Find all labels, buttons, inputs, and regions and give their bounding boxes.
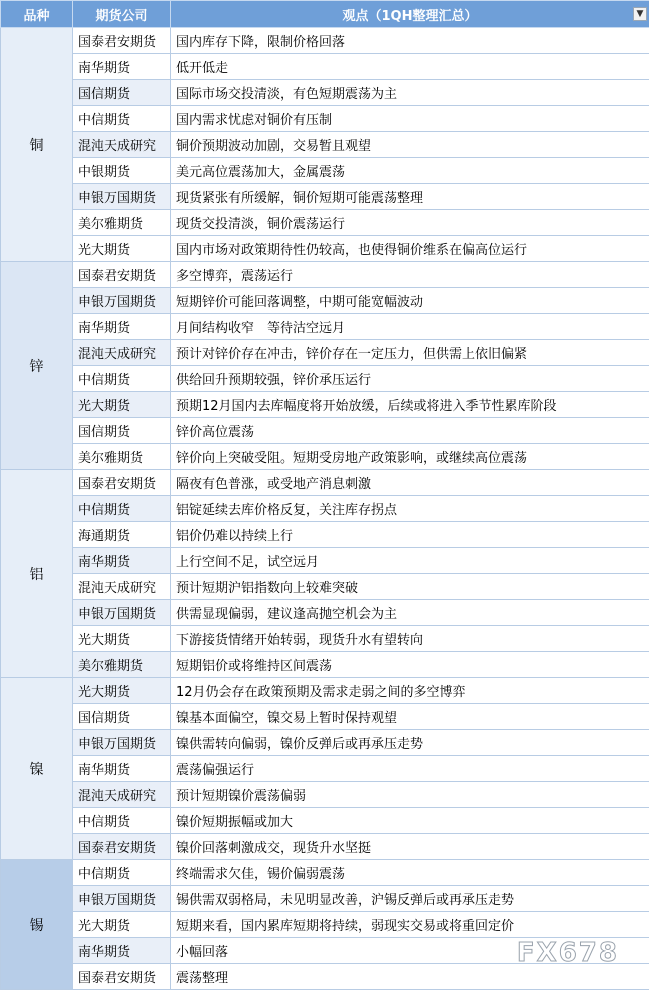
table-row	[1, 366, 649, 392]
table-row	[1, 652, 649, 678]
view-cell: 月间结构收窄 等待沽空远月	[171, 314, 649, 340]
table-row	[1, 288, 649, 314]
header-row	[1, 1, 649, 28]
table-row	[1, 184, 649, 210]
view-cell: 上行空间不足，试空远月	[171, 548, 649, 574]
table-row	[1, 444, 649, 470]
table-row	[1, 158, 649, 184]
view-cell: 国际市场交投清淡，有色短期震荡为主	[171, 80, 649, 106]
view-cell: 现货交投清淡，铜价震荡运行	[171, 210, 649, 236]
table-row	[1, 210, 649, 236]
table-row	[1, 340, 649, 366]
view-cell: 短期来看，国内累库短期将持续，弱现实交易或将重回定价	[171, 912, 649, 938]
company-cell: 国泰君安期货	[73, 262, 171, 288]
table-row	[1, 106, 649, 132]
table-row	[1, 756, 649, 782]
table-row	[1, 548, 649, 574]
company-cell: 国信期货	[73, 80, 171, 106]
header-variety: 品种	[1, 1, 73, 28]
fx678-watermark: FX678	[516, 938, 619, 968]
view-cell: 震荡偏强运行	[171, 756, 649, 782]
view-cell: 预计短期镍价震荡偏弱	[171, 782, 649, 808]
company-cell: 国泰君安期货	[73, 964, 171, 990]
company-cell: 美尔雅期货	[73, 444, 171, 470]
company-cell: 中信期货	[73, 496, 171, 522]
table-row	[1, 392, 649, 418]
company-cell: 南华期货	[73, 54, 171, 80]
view-cell: 预计短期沪铝指数向上较难突破	[171, 574, 649, 600]
view-cell: 预计对锌价存在冲击，锌价存在一定压力，但供需上依旧偏紧	[171, 340, 649, 366]
view-cell: 现货紧张有所缓解，铜价短期可能震荡整理	[171, 184, 649, 210]
company-cell: 中信期货	[73, 808, 171, 834]
table-row	[1, 418, 649, 444]
table-row	[1, 782, 649, 808]
company-cell: 光大期货	[73, 236, 171, 262]
view-cell: 小幅回落	[171, 938, 649, 964]
company-cell: 国泰君安期货	[73, 28, 171, 54]
view-cell: 锡供需双弱格局，未见明显改善，沪锡反弹后或再承压走势	[171, 886, 649, 912]
variety-cell: 锌	[1, 262, 73, 470]
company-cell: 申银万国期货	[73, 288, 171, 314]
company-cell: 光大期货	[73, 912, 171, 938]
table-row	[1, 626, 649, 652]
company-cell: 中信期货	[73, 860, 171, 886]
table-row	[1, 834, 649, 860]
variety-cell: 铝	[1, 470, 73, 678]
company-cell: 美尔雅期货	[73, 210, 171, 236]
table-row	[1, 132, 649, 158]
table-row	[1, 860, 649, 886]
view-cell: 供需显现偏弱，建议逢高抛空机会为主	[171, 600, 649, 626]
view-cell: 国内市场对政策期待性仍较高，也使得铜价维系在偏高位运行	[171, 236, 649, 262]
variety-cell: 铜	[1, 28, 73, 262]
company-cell: 国泰君安期货	[73, 470, 171, 496]
company-cell: 申银万国期货	[73, 600, 171, 626]
header-company: 期货公司	[73, 1, 171, 28]
company-cell: 中信期货	[73, 366, 171, 392]
company-cell: 南华期货	[73, 756, 171, 782]
table-row	[1, 236, 649, 262]
view-cell: 多空博弈，震荡运行	[171, 262, 649, 288]
table-row	[1, 678, 649, 704]
view-cell: 终端需求欠佳，锡价偏弱震荡	[171, 860, 649, 886]
table-row	[1, 600, 649, 626]
view-cell: 美元高位震荡加大，金属震荡	[171, 158, 649, 184]
company-cell: 混沌天成研究	[73, 782, 171, 808]
table-row	[1, 54, 649, 80]
view-cell: 镍基本面偏空，镍交易上暂时保持观望	[171, 704, 649, 730]
table-row	[1, 912, 649, 938]
header-view	[171, 1, 649, 28]
view-cell: 锌价高位震荡	[171, 418, 649, 444]
table-row	[1, 886, 649, 912]
view-cell: 供给回升预期较强，锌价承压运行	[171, 366, 649, 392]
table-row	[1, 496, 649, 522]
view-cell: 国内需求忧虑对铜价有压制	[171, 106, 649, 132]
table-row	[1, 80, 649, 106]
variety-cell: 锡	[1, 860, 73, 990]
company-cell: 南华期货	[73, 314, 171, 340]
table-row	[1, 522, 649, 548]
company-cell: 混沌天成研究	[73, 574, 171, 600]
company-cell: 南华期货	[73, 548, 171, 574]
table-row	[1, 730, 649, 756]
view-cell: 预期12月国内去库幅度将开始放缓，后续或将进入季节性累库阶段	[171, 392, 649, 418]
view-cell: 镍供需转向偏弱，镍价反弹后或再承压走势	[171, 730, 649, 756]
table-row	[1, 808, 649, 834]
view-cell: 短期铝价或将维持区间震荡	[171, 652, 649, 678]
company-cell: 光大期货	[73, 392, 171, 418]
table-row	[1, 574, 649, 600]
company-cell: 美尔雅期货	[73, 652, 171, 678]
view-cell: 镍价回落刺激成交，现货升水坚挺	[171, 834, 649, 860]
company-cell: 南华期货	[73, 938, 171, 964]
view-cell: 铝价仍难以持续上行	[171, 522, 649, 548]
table-row	[1, 314, 649, 340]
view-cell: 铜价预期波动加剧，交易暂且观望	[171, 132, 649, 158]
table-row	[1, 470, 649, 496]
view-cell: 低开低走	[171, 54, 649, 80]
table-row	[1, 28, 649, 54]
company-cell: 海通期货	[73, 522, 171, 548]
view-cell: 隔夜有色普涨，或受地产消息刺激	[171, 470, 649, 496]
company-cell: 混沌天成研究	[73, 132, 171, 158]
view-cell: 国内库存下降，限制价格回落	[171, 28, 649, 54]
company-cell: 申银万国期货	[73, 886, 171, 912]
view-cell: 12月仍会存在政策预期及需求走弱之间的多空博弈	[171, 678, 649, 704]
view-cell: 锌价向上突破受阻。短期受房地产政策影响，或继续高位震荡	[171, 444, 649, 470]
company-cell: 光大期货	[73, 678, 171, 704]
company-cell: 混沌天成研究	[73, 340, 171, 366]
header-view-label: 观点（1QH整理汇总）	[342, 8, 478, 24]
company-cell: 申银万国期货	[73, 184, 171, 210]
company-cell: 中银期货	[73, 158, 171, 184]
view-cell: 震荡整理	[171, 964, 649, 990]
view-cell: 短期锌价可能回落调整，中期可能宽幅波动	[171, 288, 649, 314]
view-cell: 下游接货情绪开始转弱，现货升水有望转向	[171, 626, 649, 652]
table-row	[1, 262, 649, 288]
company-cell: 国信期货	[73, 704, 171, 730]
company-cell: 中信期货	[73, 106, 171, 132]
company-cell: 国信期货	[73, 418, 171, 444]
company-cell: 光大期货	[73, 626, 171, 652]
table-row	[1, 704, 649, 730]
view-cell: 镍价短期振幅或加大	[171, 808, 649, 834]
company-cell: 申银万国期货	[73, 730, 171, 756]
company-cell: 国泰君安期货	[73, 834, 171, 860]
funnel-filter-icon[interactable]: ▼	[633, 7, 647, 21]
table-body	[1, 28, 649, 990]
variety-cell: 镍	[1, 678, 73, 860]
view-cell: 铝锭延续去库价格反复，关注库存拐点	[171, 496, 649, 522]
